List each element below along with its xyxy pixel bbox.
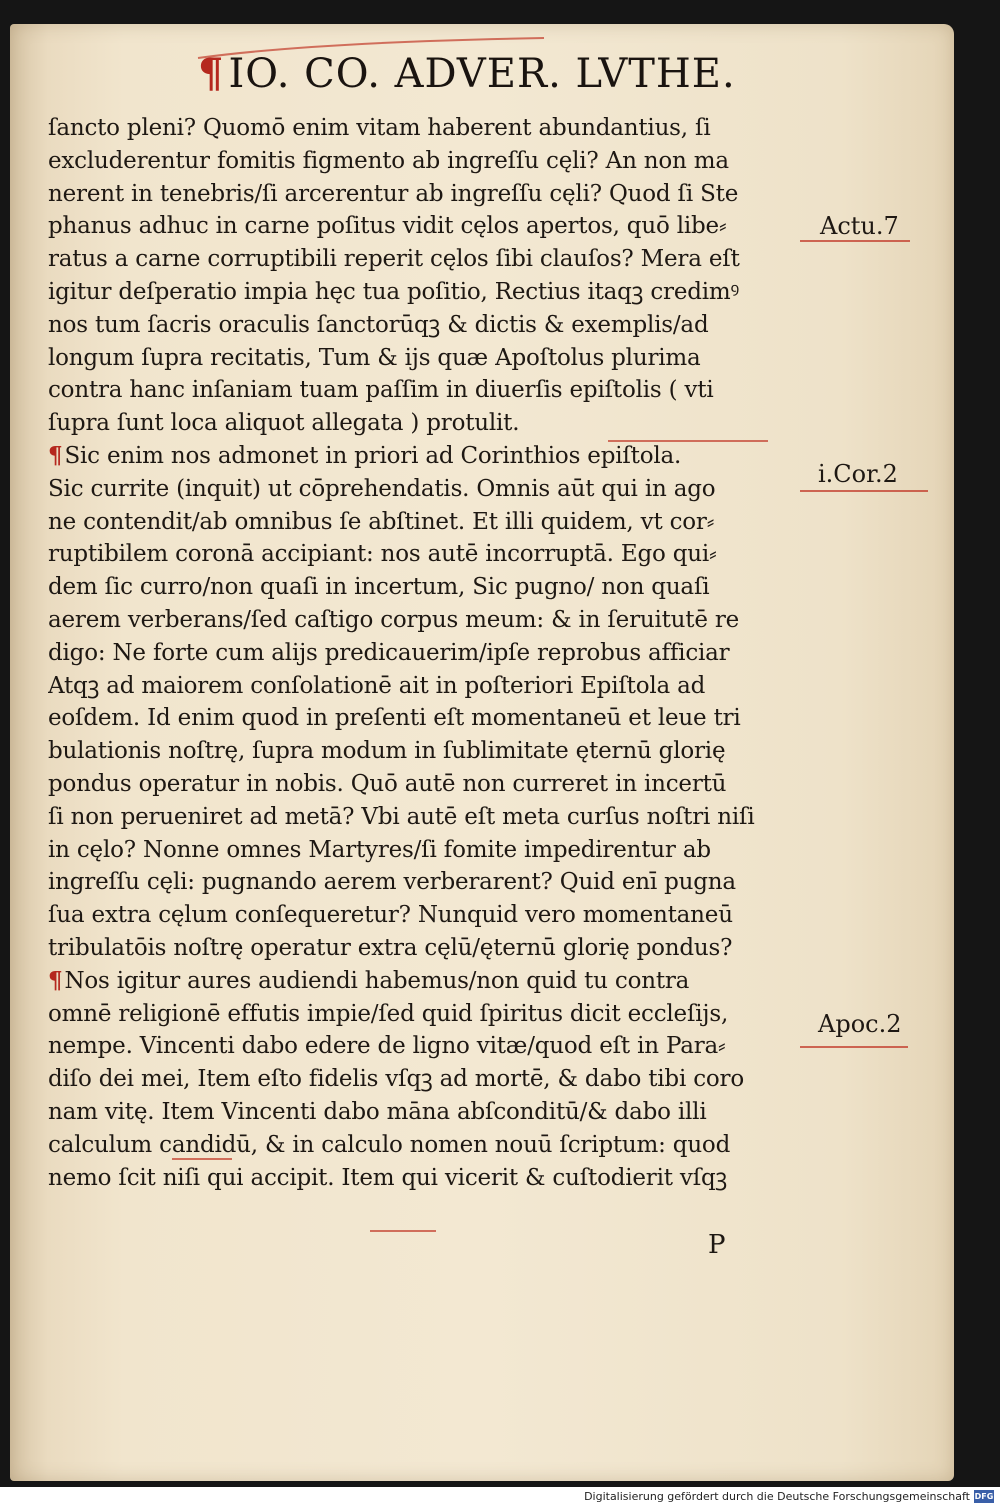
marginal-note-actu: Actu.7 [820,212,899,240]
text-line-content: calculum candidū, & in calculo nomen nouū ſcriptum: quod [48,1131,731,1158]
text-line-content: ſua extra cęlum conſequeretur? Nunquid vero momentaneū [48,902,733,929]
text-line-content: nos tum ſacris oraculis ſanctorūqꝫ & dictis & exemplis/ad [48,311,709,338]
text-line [48,932,808,964]
text-line-content: omnē religionē effutis impie/ſed quid ſpiritus dicit eccleſijs, [48,1000,729,1027]
text-line-content: in cęlo? Nonne omnes Martyres/ſi fomite impedirentur ab [48,836,711,863]
underline-rule-item-2 [370,1230,436,1232]
text-line [48,538,808,570]
text-line-content: excluderentur fomitis figmento ab ingreſſu cęli? An non ma [48,147,729,174]
text-line [48,473,808,505]
marginal-rule-actu [800,240,910,242]
signature-mark: P [708,1230,726,1260]
marginal-rule-cor [800,490,928,492]
marginal-note-cor: i.Cor.2 [818,460,898,488]
text-line [48,243,808,275]
text-line-content: phanus adhuc in carne poſitus vidit cęlos apertos, quō libe⸗ [48,213,727,240]
text-line [48,506,808,538]
text-line-content: Sic currite (inquit) ut cōprehendatis. Omnis aūt qui in ago [48,475,716,502]
text-line-content: nerent in tenebris/ſi arcerentur ab ingreſſu cęli? Quod ſi Ste [48,180,739,207]
text-line-content: aerem verberans/ſed caſtigo corpus meum: & in ſeruitutē re [48,607,740,633]
text-line [48,735,808,767]
paragraph-mark: ¶ [48,966,63,994]
text-line-content: eoſdem. Id enim quod in preſenti eſt momentaneū et leue tri [48,705,741,732]
text-line-content: Sic enim nos admonet in priori ad Corinthios epiſtola. [64,443,682,469]
text-line-content: ſancto pleni? Quomō enim vitam haberent abundantius, ſi [48,115,711,141]
text-line [48,965,808,997]
text-line [48,112,808,144]
text-line-content: tribulatōis noſtrę operatur extra cęlū/ęternū glorię pondus? [48,935,733,961]
dfg-logo: DFG [974,1492,994,1501]
marginal-note-apoc: Apoc.2 [818,1010,902,1038]
paragraph-mark: ¶ [48,442,63,469]
text-line-content: Atqꝫ ad maiorem conſolationē ait in poſteriori Epiſtola ad [48,672,706,699]
text-line [48,342,808,374]
text-line-content: bulationis noſtrę, ſupra modum in ſublimitate ęternū glorię [48,738,726,765]
text-line [48,374,808,406]
text-line-content: ruptibilem coronā accipiant: nos autē incorruptā. Ego qui⸗ [48,541,717,568]
text-line-content: ne contendit/ab omnibus ſe abſtinet. Et illi quidem, vt cor⸗ [48,508,715,535]
pilcrow-mark: ¶ [198,50,225,97]
text-line-content: diſo dei mei, Item eſto fidelis vſqꝫ ad mortē, & dabo tibi coro [48,1066,744,1093]
text-line [48,571,808,603]
text-line [48,604,808,636]
text-line [48,670,808,702]
text-line-content: ſupra ſunt loca aliquot allegata ) protulit. [48,410,520,437]
text-line-content: Nos igitur aures audiendi habemus/non quid tu contra [64,967,690,994]
text-line [48,178,808,210]
text-line [48,276,808,308]
text-line-content: nempe. Vincenti dabo edere de ligno vitæ/quod eſt in Para⸗ [48,1033,726,1060]
text-line [48,440,808,472]
text-line [48,801,808,833]
text-line-content: igitur deſperatio impia hęc tua poſitio, Rectius itaqꝫ credimꝰ [48,279,740,305]
text-line-content: contra hanc inſaniam tuam paſſim in diuerſis epiſtolis ( vti [48,377,714,404]
underline-rule-item [172,1158,232,1160]
text-line [48,1063,808,1095]
text-line [48,637,808,669]
text-line [48,1096,808,1128]
running-header-text: IO. CO. ADVER. LVTHE. [228,51,736,97]
text-line [48,210,808,242]
text-line-content: dem ſic curro/non quaſi in incertum, Sic pugno/ non quaſi [48,574,710,601]
text-line [48,145,808,177]
text-line [48,768,808,800]
text-line-content: nemo ſcit niſi qui accipit. Item qui vicerit & cuſtodierit vſqꝫ [48,1164,728,1191]
text-line-content: pondus operatur in nobis. Quō autē non curreret in incertū [48,771,727,797]
text-line-content: ingreſſu cęli: pugnando aerem verberarent? Quid enī pugna [48,869,736,896]
text-line-content: nam vitę. Item Vincenti dabo māna abſconditū/& dabo illi [48,1099,707,1125]
text-line [48,1129,808,1161]
running-header [198,48,736,100]
text-line [48,309,808,341]
text-line [48,866,808,898]
marginal-rule-apoc [800,1046,908,1048]
text-line-content: longum ſupra recitatis, Tum & ijs quæ Apoſtolus plurima [48,344,701,371]
text-line [48,834,808,866]
text-line [48,407,808,439]
text-line [48,1162,808,1194]
underline-rule-protulit [608,440,768,442]
text-line [48,702,808,734]
text-line-content: ſi non perueniret ad metā? Vbi autē eſt meta curſus noſtri niſi [48,803,755,830]
text-line [48,998,808,1030]
text-line-content: digo: Ne forte cum alijs predicauerim/ipſe reprobus afficiar [48,639,730,666]
text-line-content: ratus a carne corruptibili reperit cęlos ſibi clauſos? Mera eſt [48,246,740,273]
text-line [48,1030,808,1062]
text-line [48,899,808,931]
footer-credit: Digitalisierung gefördert durch die Deutsche Forschungsgemeinschaft [584,1490,970,1503]
